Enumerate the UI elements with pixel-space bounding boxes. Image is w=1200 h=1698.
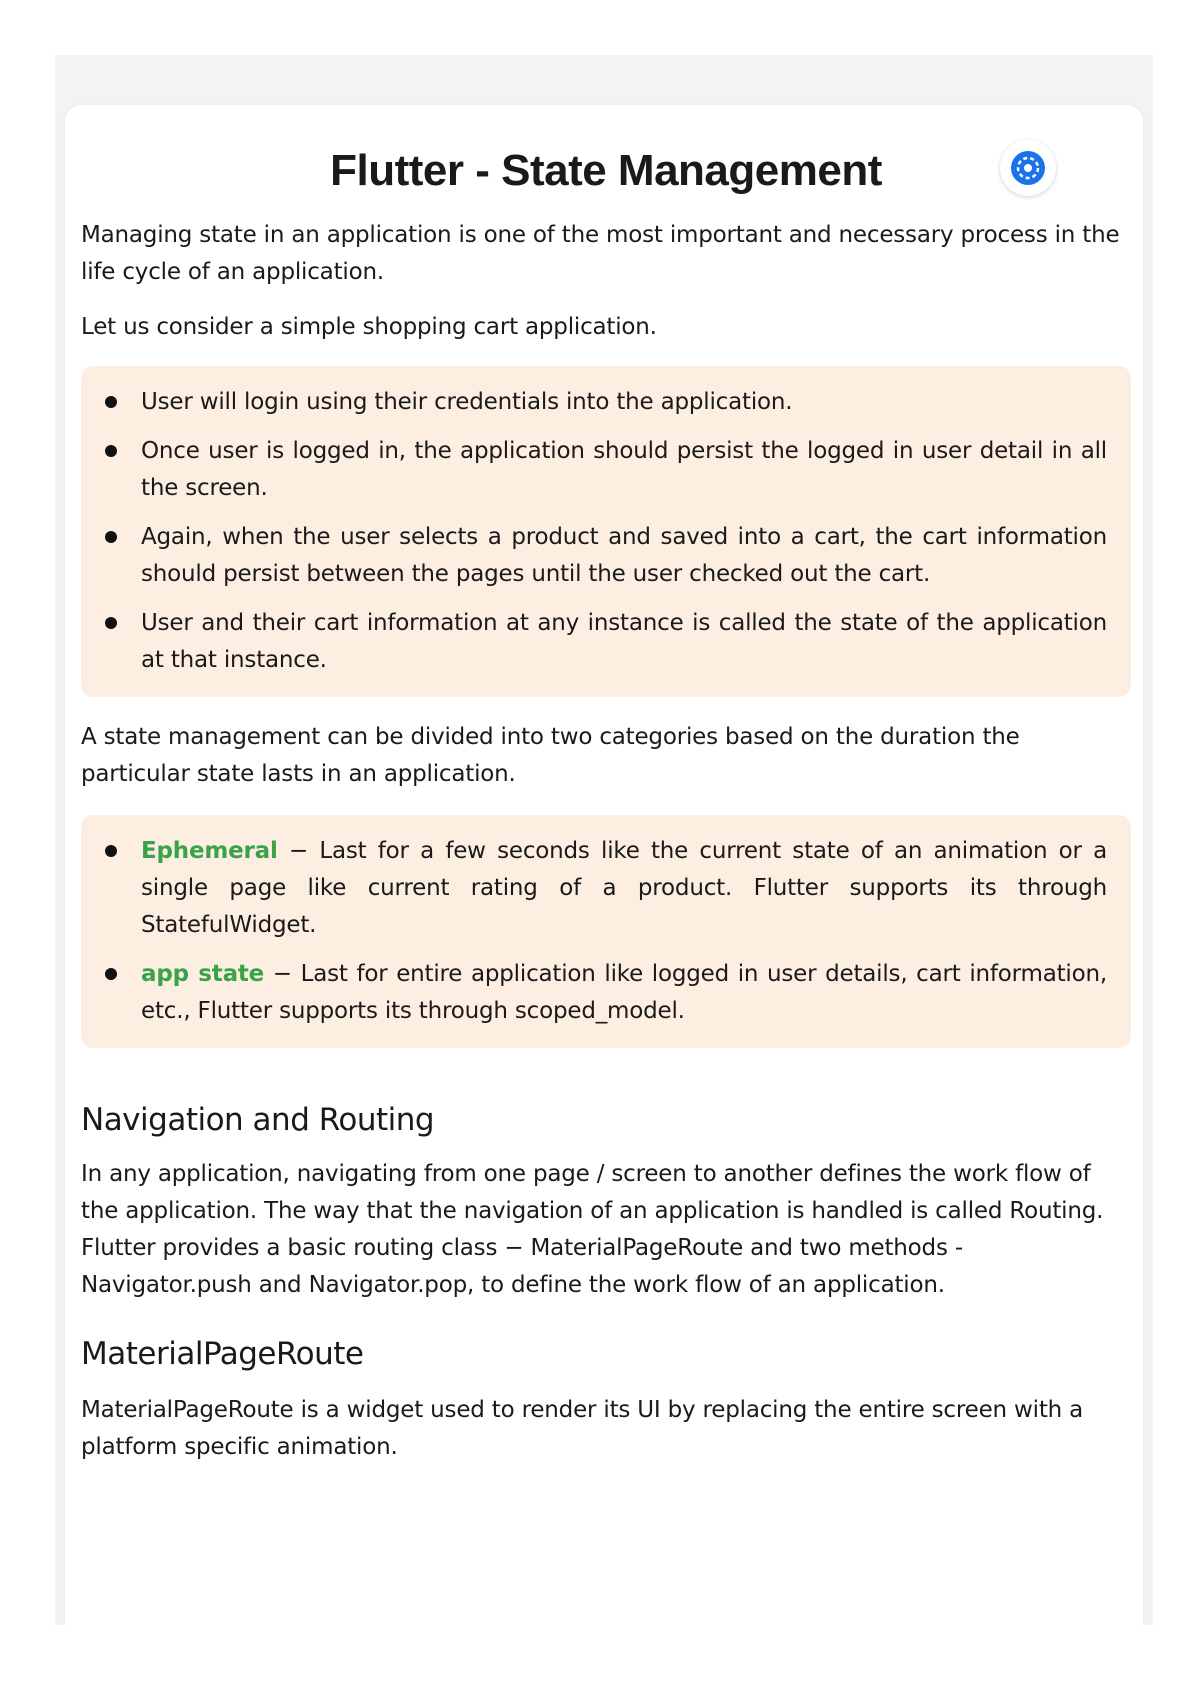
bullet-icon: [105, 531, 117, 543]
intro-paragraph: Managing state in an application is one of the most important and necessary process in the life cycle of an application.: [81, 222, 1120, 285]
section-heading-navigation: Navigation and Routing: [81, 1102, 435, 1138]
materialpageroute-paragraph: MaterialPageRoute is a widget used to render its UI by replacing the entire screen with a platform specific animation.: [81, 1397, 1084, 1460]
list-item: app state − Last for entire application like logged in user details, cart information, etc., Flutter supports its through scoped_model.: [141, 956, 1107, 1030]
article-card: [65, 105, 1143, 1625]
bullet-icon: [105, 845, 117, 857]
floating-action-button[interactable]: [1000, 140, 1056, 196]
section-heading-materialpageroute: MaterialPageRoute: [81, 1336, 364, 1372]
cart-points-box: [81, 366, 1131, 697]
bullet-icon: [105, 617, 117, 629]
bullet-icon: [105, 968, 117, 980]
bullet-icon: [105, 396, 117, 408]
page-title: Flutter - State Management: [330, 146, 882, 195]
example-intro: Let us consider a simple shopping cart application.: [81, 314, 657, 340]
categories-intro: A state management can be divided into two categories based on the duration the particular state lasts in an application.: [81, 724, 1020, 787]
term-app-state: app state: [141, 961, 265, 987]
target-icon: [1008, 148, 1048, 188]
list-item: User will login using their credentials into the application.: [141, 384, 1107, 421]
page-frame: [55, 55, 1153, 1625]
list-item: Once user is logged in, the application should persist the logged in user detail in all the screen.: [141, 433, 1107, 507]
list-item: User and their cart information at any instance is called the state of the application at that instance.: [141, 605, 1107, 679]
term-ephemeral: Ephemeral: [141, 838, 278, 864]
bullet-icon: [105, 445, 117, 457]
list-item: Ephemeral − Last for a few seconds like the current state of an animation or a single page like current rating of a product. Flutter supports its through StatefulWidget.: [141, 833, 1107, 944]
categories-box: [81, 815, 1131, 1048]
list-item: Again, when the user selects a product and saved into a cart, the cart information should persist between the pages until the user checked out the cart.: [141, 519, 1107, 593]
article-content: [81, 105, 1131, 1466]
navigation-paragraph: In any application, navigating from one page / screen to another defines the work flow of the application. The way that the navigation of an application is handled is called Routing. Flutter provides a basic routing class − MaterialPageRoute and two methods - Navigator.push and Navigator.pop, to define the work flow of an application.: [81, 1161, 1104, 1298]
